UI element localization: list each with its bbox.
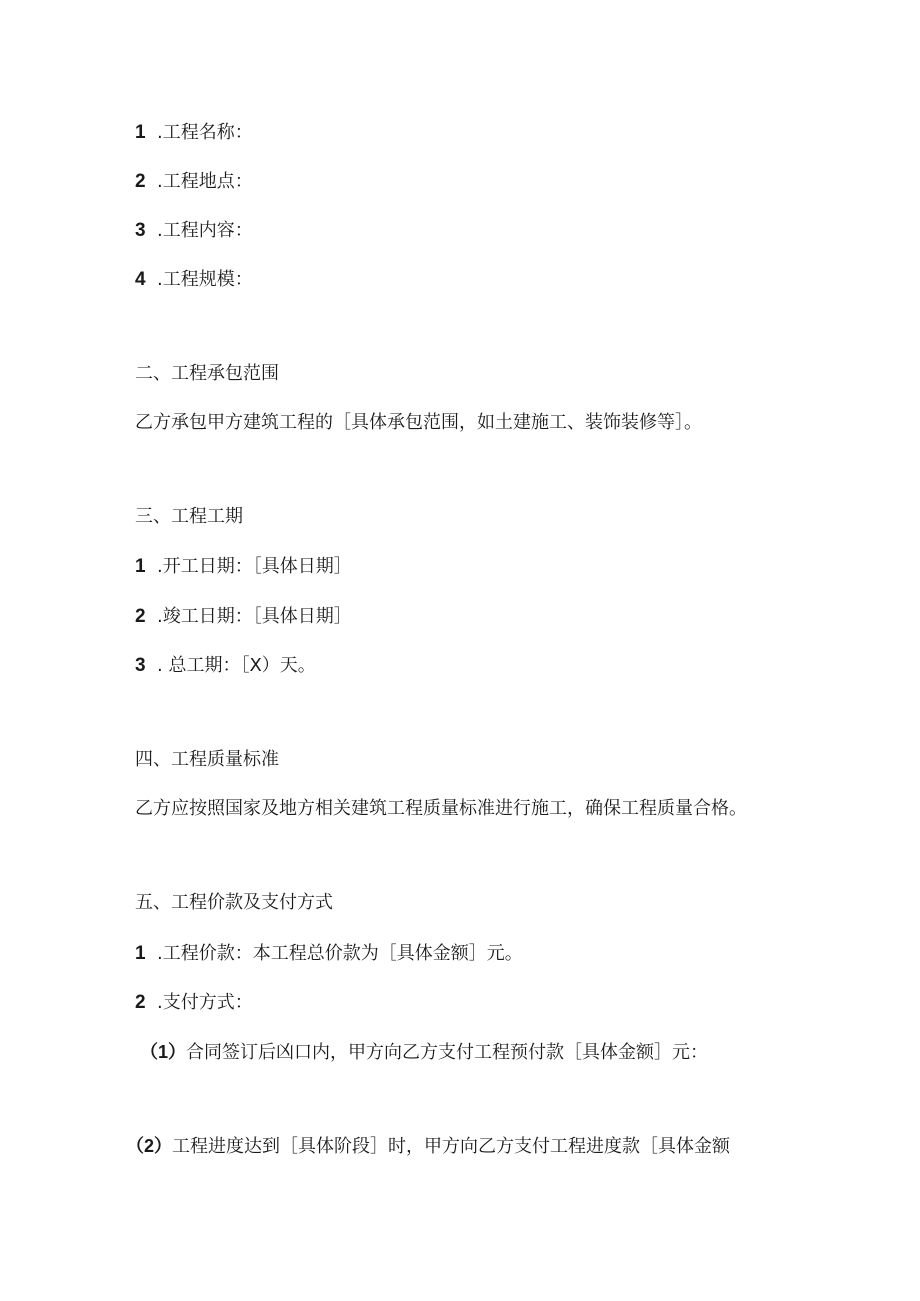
schedule-item — [135, 555, 352, 579]
subitem-number: （1） — [140, 1042, 187, 1062]
item-number: 1 — [135, 943, 146, 964]
payment-subitem — [126, 1134, 730, 1159]
subitem-number: （2） — [126, 1136, 173, 1156]
item-number: 2 — [135, 171, 146, 192]
subitem-text: 合同签订后凶口内，甲方向乙方支付工程预付款［具体金额］元： — [186, 1042, 709, 1063]
schedule-item — [135, 605, 352, 629]
item-text: .工程地点： — [157, 171, 253, 192]
project-info-item — [135, 121, 253, 145]
item-number: 4 — [135, 269, 146, 290]
section-heading: 三、工程工期 — [135, 506, 243, 527]
payment-item — [135, 991, 253, 1015]
item-number: 2 — [135, 606, 146, 627]
item-text: .支付方式： — [157, 992, 253, 1013]
item-text: .工程价款：本工程总价款为［具体金额］元。 — [157, 943, 523, 964]
item-number: 3 — [135, 655, 146, 676]
schedule-item — [135, 654, 316, 678]
item-text: .竣工日期：［具体日期］ — [157, 606, 352, 627]
item-number: 1 — [135, 556, 146, 577]
subitem-text: 工程进度达到［具体阶段］时，甲方向乙方支付工程进度款［具体金额 — [172, 1136, 731, 1157]
project-info-item — [135, 268, 253, 292]
item-text: . 总工期：［X）天。 — [157, 655, 316, 676]
item-number: 1 — [135, 122, 146, 143]
item-text: .工程名称： — [157, 122, 253, 143]
project-info-item — [135, 170, 253, 194]
section-heading: 四、工程质量标准 — [135, 749, 279, 770]
section-heading: 五、工程价款及支付方式 — [135, 892, 333, 913]
payment-subitem — [140, 1040, 708, 1065]
section-body: 乙方承包甲方建筑工程的［具体承包范围，如土建施工、装饰装修等］。 — [135, 412, 702, 433]
section-heading: 二、工程承包范围 — [135, 363, 279, 384]
payment-item — [135, 942, 523, 966]
item-number: 2 — [135, 992, 146, 1013]
item-text: .工程内容： — [157, 220, 253, 241]
item-text: .工程规模： — [157, 269, 253, 290]
section-body: 乙方应按照国家及地方相关建筑工程质量标准进行施工，确保工程质量合格。 — [135, 798, 747, 819]
item-number: 3 — [135, 220, 146, 241]
project-info-item — [135, 219, 253, 243]
item-text: .开工日期：［具体日期］ — [157, 556, 352, 577]
